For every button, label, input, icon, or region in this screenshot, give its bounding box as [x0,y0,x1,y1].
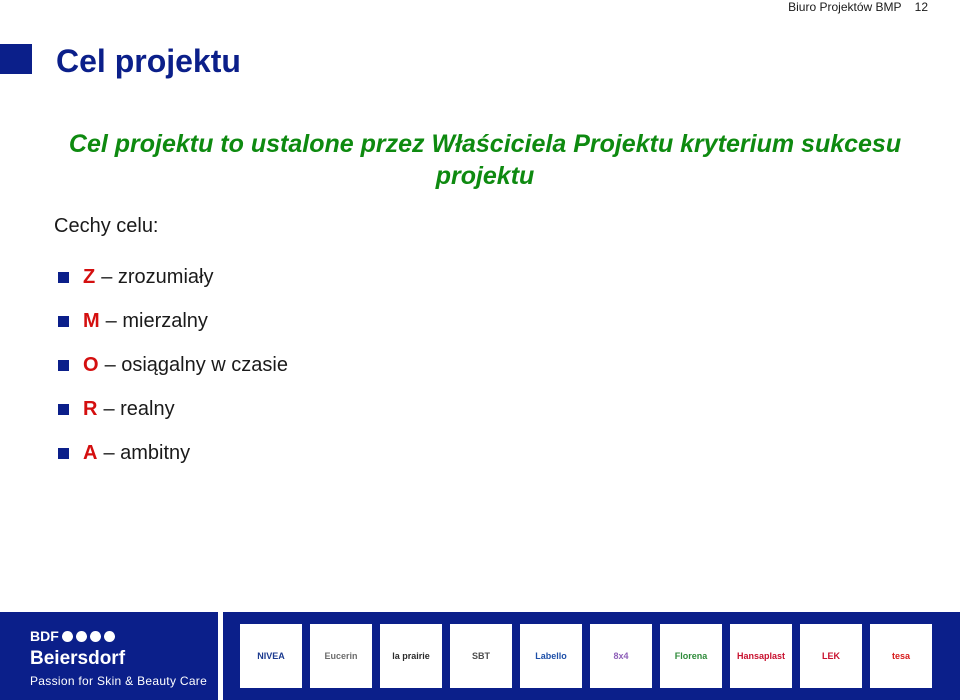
feature-text: – mierzalny [105,309,208,332]
page-number: 12 [914,0,928,14]
product-label: SBT [472,651,490,661]
product-label: NIVEA [257,651,285,661]
slide-title: Cel projektu [56,43,241,79]
product-label: la prairie [392,651,430,661]
feature-list [58,255,288,475]
product-image [450,624,512,688]
square-bullet-icon [58,360,69,371]
brand-block [0,612,218,700]
dot-icon [90,631,101,642]
product-label: Florena [674,651,708,661]
feature-text: – ambitny [103,441,191,464]
product-label: LEK [822,651,840,661]
product-image [310,624,372,688]
feature-letter: M [83,309,100,332]
product-label: Hansaplast [736,651,786,661]
feature-item [58,387,288,431]
slide-header [788,0,928,14]
feature-text: – realny [103,397,175,420]
feature-item [58,431,288,475]
dot-icon [76,631,87,642]
product-image [520,624,582,688]
product-image [660,624,722,688]
feature-item [58,255,288,299]
square-bullet-icon [58,272,69,283]
brand-name: Beiersdorf [30,648,126,669]
product-label: tesa [891,651,910,661]
feature-letter: O [83,353,99,376]
product-label: 8x4 [613,651,629,661]
product-image [730,624,792,688]
product-label: Labello [535,651,567,661]
square-bullet-icon [58,404,69,415]
product-image [870,624,932,688]
title-square-icon [0,44,32,74]
square-bullet-icon [58,316,69,327]
feature-letter: R [83,397,98,420]
feature-letter: A [83,441,98,464]
bdf-logo [30,628,115,644]
headline: Cel projektu to ustalone przez Właściciela Projektu kryterium sukcesu projektu [68,130,902,190]
dot-icon [104,631,115,642]
square-bullet-icon [58,448,69,459]
product-image [240,624,302,688]
company-name: Biuro Projektów BMP [788,0,902,14]
features-label: Cechy celu: [54,215,159,237]
footer-divider [218,612,223,700]
feature-item [58,299,288,343]
bdf-text: BDF [30,628,59,644]
product-image [800,624,862,688]
feature-letter: Z [83,265,96,288]
product-image [590,624,652,688]
dot-icon [62,631,73,642]
footer-banner [0,612,960,700]
product-label: Eucerin [324,651,358,661]
brand-tagline: Passion for Skin & Beauty Care [30,674,208,688]
feature-text: – zrozumiały [101,265,214,288]
feature-text: – osiągalny w czasie [104,353,288,376]
product-strip [240,624,932,688]
product-image [380,624,442,688]
feature-item [58,343,288,387]
